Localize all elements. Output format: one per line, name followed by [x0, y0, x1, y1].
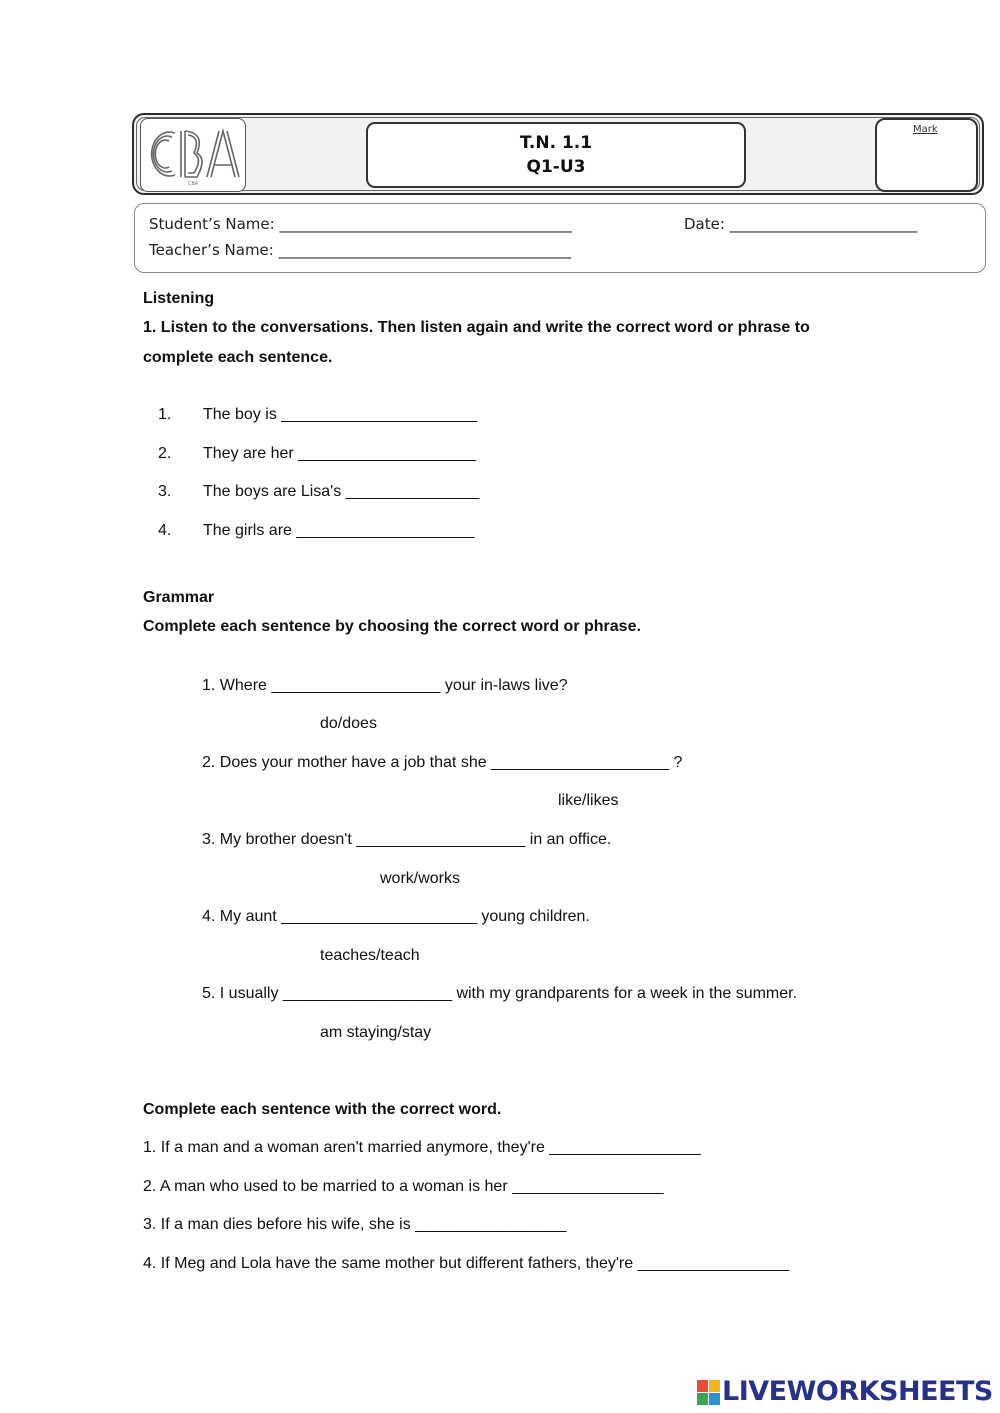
grammar-heading: Grammar — [143, 589, 215, 606]
grammar-options: teaches/teach — [320, 947, 420, 964]
vocabulary-item[interactable]: 1. If a man and a woman aren't married anymore, they're _________________ — [143, 1139, 701, 1156]
listening-item-number: 3. — [158, 483, 172, 500]
listening-item[interactable]: The girls are ____________________ — [203, 522, 475, 539]
mark-label: Mark — [913, 124, 938, 135]
grammar-item[interactable]: 2. Does your mother have a job that she ____________________ ? — [202, 754, 683, 771]
worksheet-unit: Q1-U3 — [526, 157, 586, 177]
logo-icon — [141, 119, 245, 191]
grammar-options: am staying/stay — [320, 1024, 432, 1041]
date-field[interactable]: Date: _________________________ — [684, 215, 918, 233]
grammar-item[interactable]: 5. I usually ___________________ with my grandparents for a week in the summer. — [202, 985, 798, 1002]
grammar-options: like/likes — [558, 792, 619, 809]
student-name-field[interactable]: Student’s Name: _______________________________________ — [149, 215, 572, 233]
grammar-item[interactable]: 1. Where ___________________ your in-laws live? — [202, 677, 568, 694]
listening-instruction: 1. Listen to the conversations. Then listen again and write the correct word or phrase to — [143, 319, 810, 336]
vocabulary-instruction: Complete each sentence with the correct word. — [143, 1101, 502, 1118]
listening-item[interactable]: The boys are Lisa's _______________ — [203, 483, 480, 500]
listening-item-number: 1. — [158, 406, 172, 423]
listening-item[interactable]: The boy is ______________________ — [203, 406, 478, 423]
logo-caption: CBA — [187, 181, 199, 187]
vocabulary-item[interactable]: 2. A man who used to be married to a woman is her _________________ — [143, 1178, 664, 1195]
grammar-options: work/works — [380, 870, 461, 887]
listening-item[interactable]: They are her ____________________ — [203, 445, 477, 462]
grammar-item[interactable]: 4. My aunt ______________________ young children. — [202, 908, 590, 925]
vocabulary-item[interactable]: 3. If a man dies before his wife, she is _________________ — [143, 1216, 567, 1233]
grammar-options: do/does — [320, 715, 377, 732]
listening-heading: Listening — [143, 290, 215, 307]
student-info-box — [134, 203, 986, 273]
vocabulary-item[interactable]: 4. If Meg and Lola have the same mother but different fathers, they're _________________ — [143, 1255, 789, 1272]
teacher-name-field[interactable]: Teacher’s Name: _______________________________________ — [149, 241, 572, 259]
listening-item-number: 2. — [158, 445, 172, 462]
grammar-instruction: Complete each sentence by choosing the correct word or phrase. — [143, 618, 641, 635]
listening-item-number: 4. — [158, 522, 172, 539]
worksheet-code: T.N. 1.1 — [519, 133, 593, 153]
liveworksheets-logo-icon — [697, 1380, 721, 1406]
school-logo — [140, 118, 246, 192]
grammar-item[interactable]: 3. My brother doesn't ___________________ in an office. — [202, 831, 612, 848]
title-box — [366, 122, 746, 188]
liveworksheets-watermark: LIVEWORKSHEETS — [722, 1376, 993, 1407]
listening-instruction-cont: complete each sentence. — [143, 349, 333, 366]
